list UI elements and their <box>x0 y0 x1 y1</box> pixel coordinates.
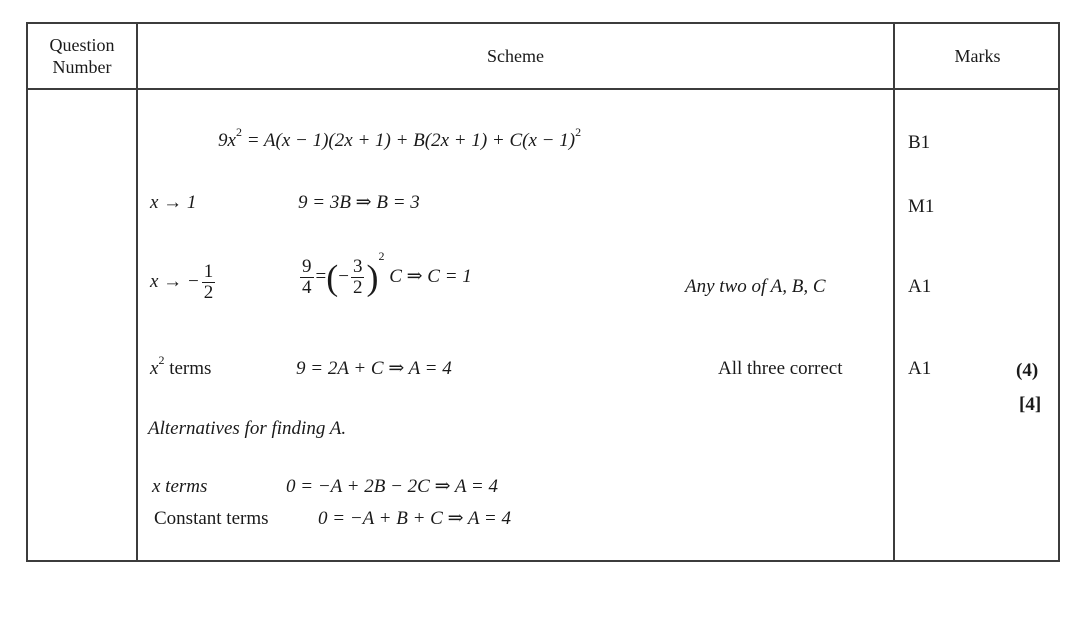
note-all-three: All three correct <box>718 358 843 379</box>
substitution-working-fraction: $\frac{9}{4}$ =(− $\frac{3}{2}$ )$^2$ C ⇒ C = 1 <box>302 249 472 299</box>
column-divider <box>136 24 138 560</box>
alternatives-heading: Alternatives for finding A. <box>148 418 347 439</box>
alternative-condition: x terms <box>152 476 208 497</box>
mark-scheme-table <box>26 22 1060 562</box>
question-total: [4] <box>1019 394 1042 415</box>
substitution-condition-fraction: x → − $\frac{1}{2}$ <box>150 261 214 303</box>
substitution-condition: x → 1 <box>150 192 197 213</box>
substitution-working-a: 9 = 2A + C ⇒ A = 4 <box>296 358 452 379</box>
mark-a1: A1 <box>908 358 932 379</box>
header-divider <box>28 88 1058 90</box>
mark-m1: M1 <box>908 196 935 217</box>
header-marks: Marks <box>954 46 1001 66</box>
equation-identity: $9x^2 = A(x - 1)(2x + 1) + B(2x + 1) + C(x - 1)^2$ <box>218 125 582 151</box>
note-any-two: Any two of A, B, C <box>685 276 826 297</box>
alternative-working: 0 = −A + B + C ⇒ A = 4 <box>318 508 511 529</box>
mark-b1: B1 <box>908 132 931 153</box>
alternative-condition: Constant terms <box>154 508 269 529</box>
header-scheme: Scheme <box>487 46 544 66</box>
substitution-condition-squared: $x^2$ terms <box>150 353 212 379</box>
part-total: (4) <box>1016 360 1039 381</box>
alternative-working: 0 = −A + 2B − 2C ⇒ A = 4 <box>286 476 498 497</box>
mark-a1: A1 <box>908 276 932 297</box>
substitution-working: 9 = 3B ⇒ B = 3 <box>298 192 420 213</box>
header-question-number: Question Number <box>49 35 115 77</box>
column-divider <box>893 24 895 560</box>
